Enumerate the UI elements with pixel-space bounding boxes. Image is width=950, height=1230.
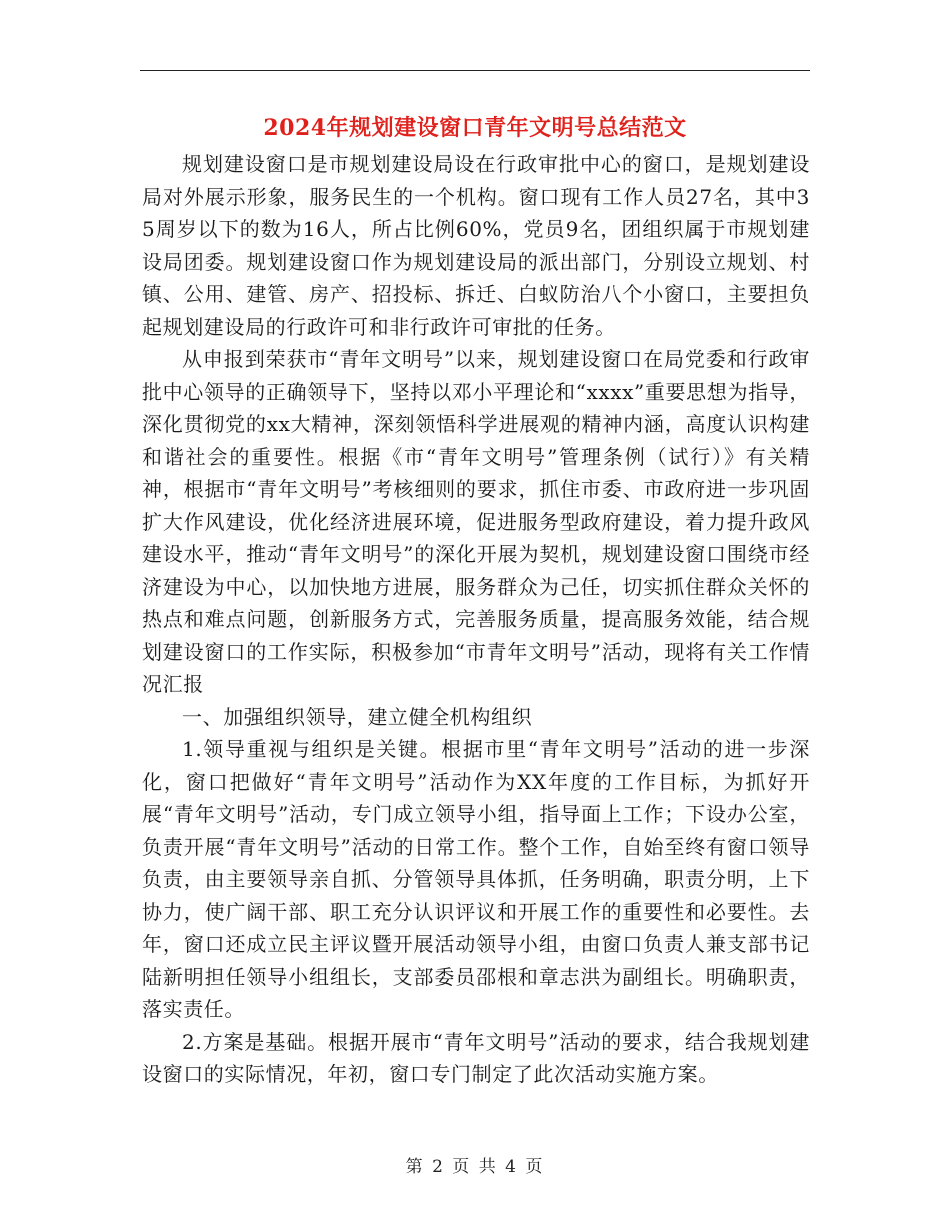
header-rule <box>140 70 810 71</box>
paragraph-leadership: 1.领导重视与组织是关键。根据市里“青年文明号”活动的进一步深化，窗口把做好“青年文明号”活动作为XX年度的工作目标，为抓好开展“青年文明号”活动，专门成立领导小组，指导面上工作；下设办公室，负责开展“青年文明号”活动的日常工作。整个工作，自始至终有窗口领导负责，由主要领导亲自抓、分管领导具体抓，任务明确，职责分明，上下协力，使广阔干部、职工充分认识评议和开展工作的重要性和必要性。去年，窗口还成立民主评议暨开展活动领导小组，由窗口负责人兼支部书记陆新明担任领导小组组长，支部委员邵根和章志洪为副组长。明确职责，落实责任。 <box>142 737 810 1021</box>
page-number: 第 2 页 共 4 页 <box>405 1157 545 1177</box>
document-title: 2024年规划建设窗口青年文明号总结范文 <box>263 115 687 141</box>
document-body <box>142 148 810 1091</box>
paragraph-overview: 从申报到荣获市“青年文明号”以来，规划建设窗口在局党委和行政审批中心领导的正确领导下，坚持以邓小平理论和“xxxx”重要思想为指导，深化贯彻党的xx大精神，深刻领悟科学进展观的精神内涵，高度认识构建和谐社会的重要性。根据《市“青年文明号”管理条例（试行）》有关精神，根据市“青年文明号”考核细则的要求，抓住市委、市政府进一步巩固扩大作风建设，优化经济进展环境，促进服务型政府建设，着力提升政风建设水平，推动“青年文明号”的深化开展为契机，规划建设窗口围绕市经济建设为中心，以加快地方进展，服务群众为己任，切实抓住群众关怀的热点和难点问题，创新服务方式，完善服务质量，提高服务效能，结合规划建设窗口的工作实际，积极参加“市青年文明号”活动，现将有关工作情况汇报 <box>142 347 810 696</box>
paragraph-intro: 规划建设窗口是市规划建设局设在行政审批中心的窗口，是规划建设局对外展示形象，服务民生的一个机构。窗口现有工作人员27名，其中35周岁以下的数为16人，所占比例60%，党员9名，团组织属于市规划建设局团委。规划建设窗口作为规划建设局的派出部门，分别设立规划、村镇、公用、建管、房产、招投标、拆迁、白蚁防治八个小窗口，主要担负起规划建设局的行政许可和非行政许可审批的任务。 <box>142 152 810 339</box>
paragraph-plan: 2.方案是基础。根据开展市“青年文明号”活动的要求，结合我规划建设窗口的实际情况，年初，窗口专门制定了此次活动实施方案。 <box>142 1029 810 1086</box>
section-heading-1: 一、加强组织领导，建立健全机构组织 <box>182 704 533 729</box>
